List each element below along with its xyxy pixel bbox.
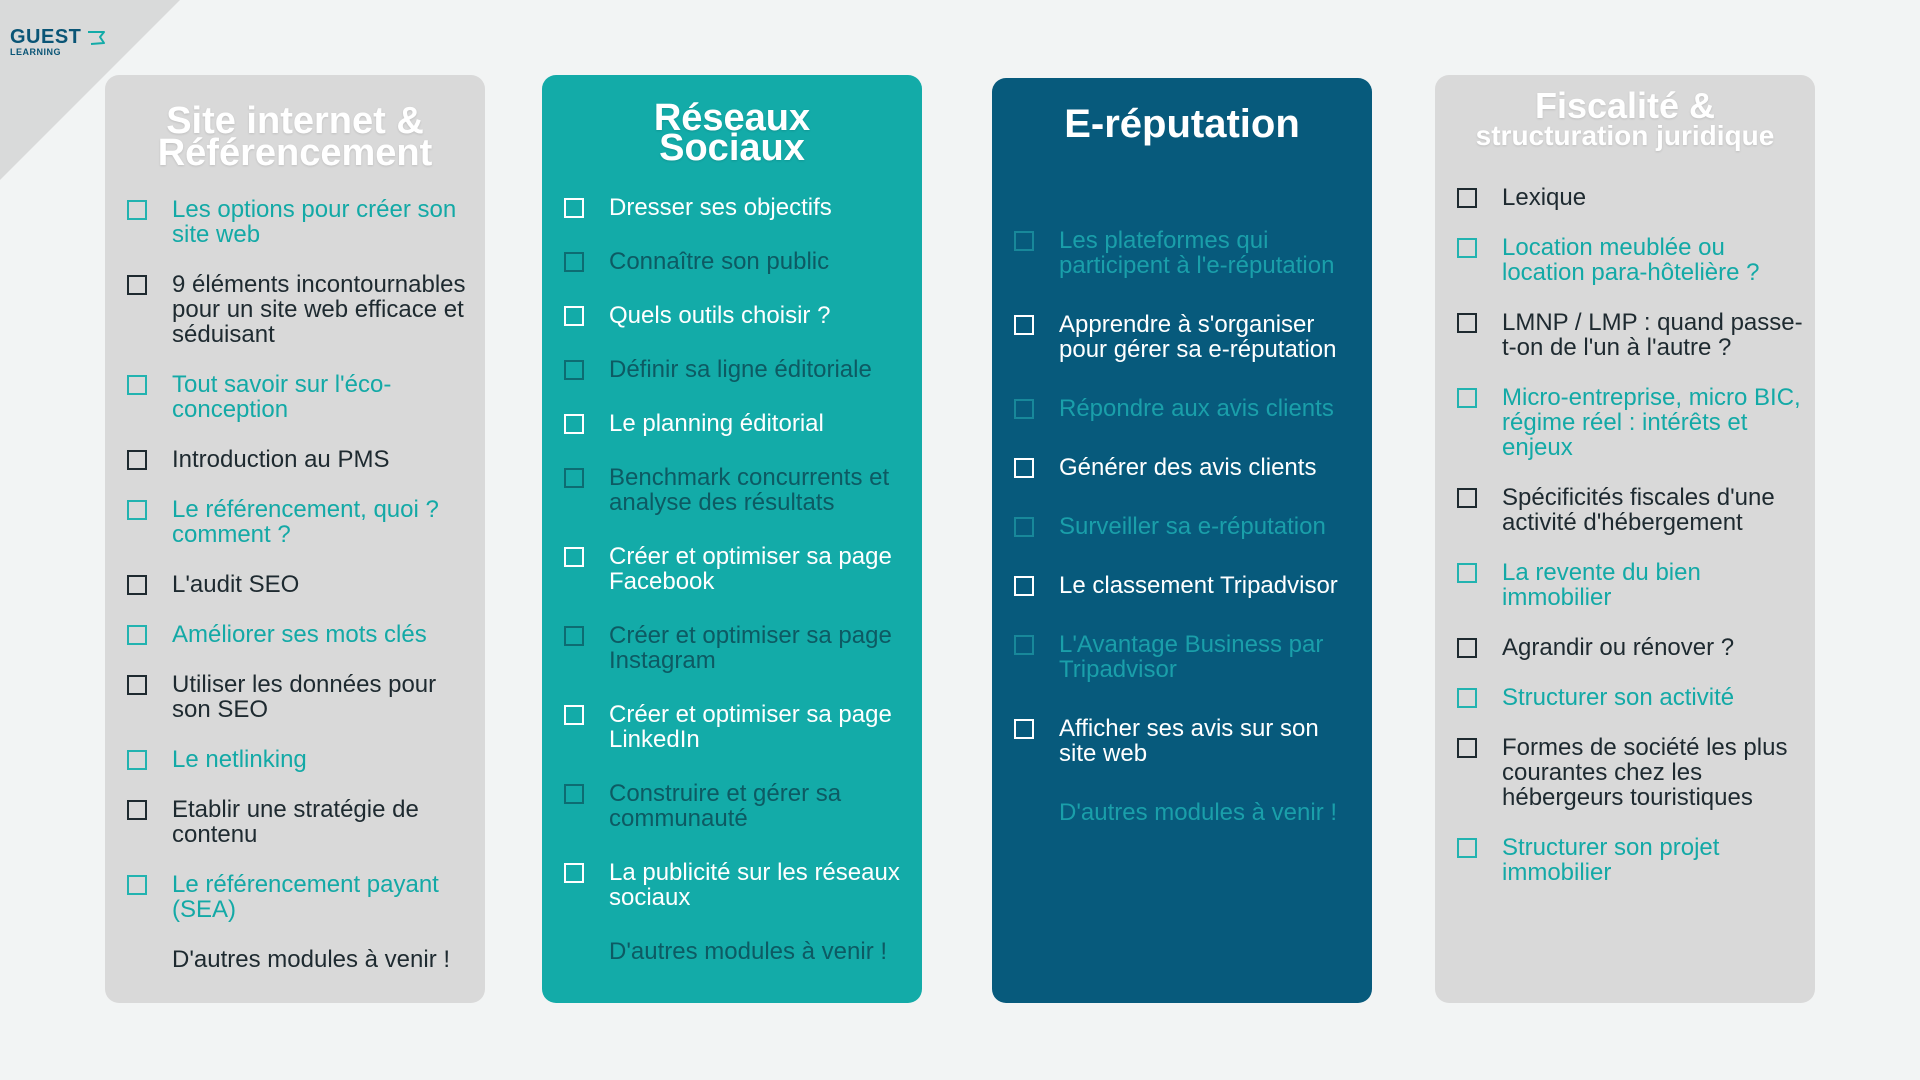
- module-label: Le référencement, quoi ? comment ?: [172, 496, 439, 548]
- module-checkbox[interactable]: [564, 198, 584, 218]
- module-item[interactable]: [564, 411, 912, 436]
- module-label: Générer des avis clients: [1059, 454, 1317, 481]
- module-label: Structurer son activité: [1502, 684, 1735, 711]
- module-label: Créer et optimiser sa page Facebook: [609, 543, 892, 595]
- module-label: Apprendre à s'organiser pour gérer sa e-réputation: [1059, 311, 1337, 363]
- module-list: [564, 195, 912, 964]
- module-item[interactable]: [564, 781, 912, 831]
- module-item[interactable]: [564, 544, 912, 594]
- module-item[interactable]: [127, 747, 475, 772]
- module-label: Connaître son public: [609, 248, 830, 275]
- column-title: [115, 75, 475, 177]
- module-item[interactable]: [1457, 635, 1805, 660]
- module-checkbox[interactable]: [564, 705, 584, 725]
- module-checkbox[interactable]: [1457, 838, 1477, 858]
- logo-arrow-icon: [85, 29, 107, 47]
- module-label: Créer et optimiser sa page Instagram: [609, 622, 892, 674]
- module-item[interactable]: [564, 860, 912, 910]
- module-label: Répondre aux avis clients: [1059, 395, 1334, 422]
- module-item[interactable]: [127, 272, 475, 347]
- column-title-line1: Site internet &: [166, 100, 424, 142]
- module-item[interactable]: [127, 797, 475, 847]
- module-label: Le classement Tripadvisor: [1059, 572, 1338, 599]
- module-item[interactable]: [564, 357, 912, 382]
- module-item[interactable]: [1457, 185, 1805, 210]
- more-modules-note: [127, 947, 475, 972]
- module-label: Les options pour créer son site web: [172, 196, 457, 248]
- module-label: Quels outils choisir ?: [609, 302, 831, 329]
- more-modules-label: D'autres modules à venir !: [172, 946, 451, 973]
- module-checkbox[interactable]: [127, 750, 147, 770]
- module-item[interactable]: [127, 672, 475, 722]
- column-title: [552, 75, 912, 175]
- module-label: La publicité sur les réseaux sociaux: [609, 859, 900, 911]
- module-item[interactable]: [1457, 685, 1805, 710]
- module-checkbox[interactable]: [127, 875, 147, 895]
- more-modules-label: D'autres modules à venir !: [1059, 799, 1338, 826]
- module-label: Construire et gérer sa communauté: [609, 780, 842, 832]
- module-checkbox[interactable]: [1014, 719, 1034, 739]
- module-item[interactable]: [1457, 560, 1805, 610]
- module-checkbox[interactable]: [127, 450, 147, 470]
- module-checkbox[interactable]: [1457, 238, 1477, 258]
- module-checkbox[interactable]: [127, 500, 147, 520]
- module-label: Spécificités fiscales d'une activité d'hébergement: [1502, 484, 1775, 536]
- module-checkbox[interactable]: [1014, 458, 1034, 478]
- column-title: [1002, 78, 1362, 190]
- module-item[interactable]: [1014, 455, 1362, 480]
- module-label: La revente du bien immobilier: [1502, 559, 1701, 611]
- module-item[interactable]: [564, 465, 912, 515]
- module-item[interactable]: [1014, 312, 1362, 362]
- column-title-line1: Réseaux: [653, 97, 811, 139]
- module-label: Structurer son projet immobilier: [1502, 834, 1720, 886]
- module-item[interactable]: [1014, 716, 1362, 766]
- module-checkbox[interactable]: [1457, 688, 1477, 708]
- column-title-line2: structuration juridique: [1475, 120, 1775, 151]
- module-item[interactable]: [564, 195, 912, 220]
- module-checkbox[interactable]: [127, 800, 147, 820]
- module-item[interactable]: [1457, 385, 1805, 460]
- module-checkbox[interactable]: [1014, 635, 1034, 655]
- module-label: Créer et optimiser sa page LinkedIn: [609, 701, 892, 753]
- module-checkbox[interactable]: [1457, 388, 1477, 408]
- column-site-internet: [105, 75, 485, 1003]
- module-checkbox[interactable]: [1457, 188, 1477, 208]
- module-checkbox[interactable]: [1014, 517, 1034, 537]
- module-label: Les plateformes qui participent à l'e-réputation: [1059, 227, 1335, 279]
- guest-learning-logo: [10, 26, 107, 57]
- module-label: Améliorer ses mots clés: [172, 621, 427, 648]
- module-item[interactable]: [1014, 632, 1362, 682]
- module-label: Afficher ses avis sur son site web: [1059, 715, 1319, 767]
- module-checkbox[interactable]: [1014, 399, 1034, 419]
- module-label: Introduction au PMS: [172, 446, 390, 473]
- module-checkbox[interactable]: [564, 626, 584, 646]
- module-item[interactable]: [1014, 514, 1362, 539]
- module-item[interactable]: [127, 197, 475, 247]
- module-item[interactable]: [127, 497, 475, 547]
- module-item[interactable]: [564, 249, 912, 274]
- module-checkbox[interactable]: [1457, 488, 1477, 508]
- module-checkbox[interactable]: [1014, 576, 1034, 596]
- module-label: Surveiller sa e-réputation: [1059, 513, 1326, 540]
- module-item[interactable]: [1457, 485, 1805, 535]
- module-checkbox[interactable]: [564, 306, 584, 326]
- module-label: Définir sa ligne éditoriale: [609, 356, 872, 383]
- module-checkbox[interactable]: [1457, 313, 1477, 333]
- column-fiscalite: [1435, 75, 1815, 1003]
- module-checkbox[interactable]: [127, 575, 147, 595]
- module-checkbox[interactable]: [1457, 563, 1477, 583]
- module-list: [1457, 185, 1805, 885]
- column-title-line2: Référencement: [157, 132, 433, 174]
- module-checkbox[interactable]: [1457, 738, 1477, 758]
- module-item[interactable]: [127, 872, 475, 922]
- module-label: Le netlinking: [172, 746, 307, 773]
- column-title-line2: Sociaux: [659, 127, 805, 169]
- module-checkbox[interactable]: [564, 414, 584, 434]
- module-checkbox[interactable]: [127, 675, 147, 695]
- module-item[interactable]: [127, 572, 475, 597]
- module-item[interactable]: [1457, 835, 1805, 885]
- column-e-reputation: [992, 78, 1372, 1003]
- more-modules-note: [1014, 800, 1362, 825]
- module-list: [1014, 228, 1362, 825]
- module-checkbox[interactable]: [564, 252, 584, 272]
- module-label: Tout savoir sur l'éco-conception: [172, 371, 392, 423]
- module-list: [127, 197, 475, 972]
- module-item[interactable]: [1457, 235, 1805, 285]
- module-checkbox[interactable]: [127, 625, 147, 645]
- more-modules-label: D'autres modules à venir !: [609, 938, 888, 965]
- column-title-line1: Fiscalité &: [1534, 85, 1716, 126]
- module-checkbox[interactable]: [564, 863, 584, 883]
- column-title: [1445, 75, 1805, 155]
- more-modules-note: [564, 939, 912, 964]
- module-label: Lexique: [1502, 184, 1587, 211]
- module-label: LMNP / LMP : quand passe-t-on de l'un à l'autre ?: [1502, 309, 1803, 361]
- module-label: Benchmark concurrents et analyse des résultats: [609, 464, 890, 516]
- module-checkbox[interactable]: [1014, 315, 1034, 335]
- module-label: Etablir une stratégie de contenu: [172, 796, 419, 848]
- logo-sub-text: LEARNING: [10, 47, 61, 57]
- module-label: L'audit SEO: [172, 571, 300, 598]
- module-item[interactable]: [1014, 228, 1362, 278]
- module-checkbox[interactable]: [127, 200, 147, 220]
- module-checkbox[interactable]: [127, 375, 147, 395]
- module-item[interactable]: [1014, 396, 1362, 421]
- logo-main-text: GUEST: [10, 26, 82, 48]
- module-item[interactable]: [564, 623, 912, 673]
- module-checkbox[interactable]: [1014, 231, 1034, 251]
- module-label: Dresser ses objectifs: [609, 194, 832, 221]
- module-label: Le planning éditorial: [609, 410, 824, 437]
- module-label: Agrandir ou rénover ?: [1502, 634, 1735, 661]
- module-checkbox[interactable]: [564, 468, 584, 488]
- module-checkbox[interactable]: [1457, 638, 1477, 658]
- module-checkbox[interactable]: [564, 784, 584, 804]
- module-item[interactable]: [127, 372, 475, 422]
- module-label: L'Avantage Business par Tripadvisor: [1059, 631, 1324, 683]
- column-reseaux-sociaux: [542, 75, 922, 1003]
- module-checkbox[interactable]: [564, 360, 584, 380]
- module-item[interactable]: [1457, 735, 1805, 810]
- module-label: Utiliser les données pour son SEO: [172, 671, 437, 723]
- module-item[interactable]: [564, 303, 912, 328]
- module-label: Le référencement payant (SEA): [172, 871, 439, 923]
- module-checkbox[interactable]: [564, 547, 584, 567]
- module-checkbox[interactable]: [127, 275, 147, 295]
- module-item[interactable]: [564, 702, 912, 752]
- module-label: Micro-entreprise, micro BIC, régime réel : intérêts et enjeux: [1502, 384, 1801, 461]
- column-title-line1: E-réputation: [1064, 102, 1300, 146]
- module-label: 9 éléments incontournables pour un site web efficace et séduisant: [172, 271, 466, 348]
- module-item[interactable]: [1014, 573, 1362, 598]
- module-item[interactable]: [127, 622, 475, 647]
- module-label: Location meublée ou location para-hôtelière ?: [1502, 234, 1760, 286]
- module-item[interactable]: [1457, 310, 1805, 360]
- module-label: Formes de société les plus courantes chez les hébergeurs touristiques: [1502, 734, 1788, 811]
- module-item[interactable]: [127, 447, 475, 472]
